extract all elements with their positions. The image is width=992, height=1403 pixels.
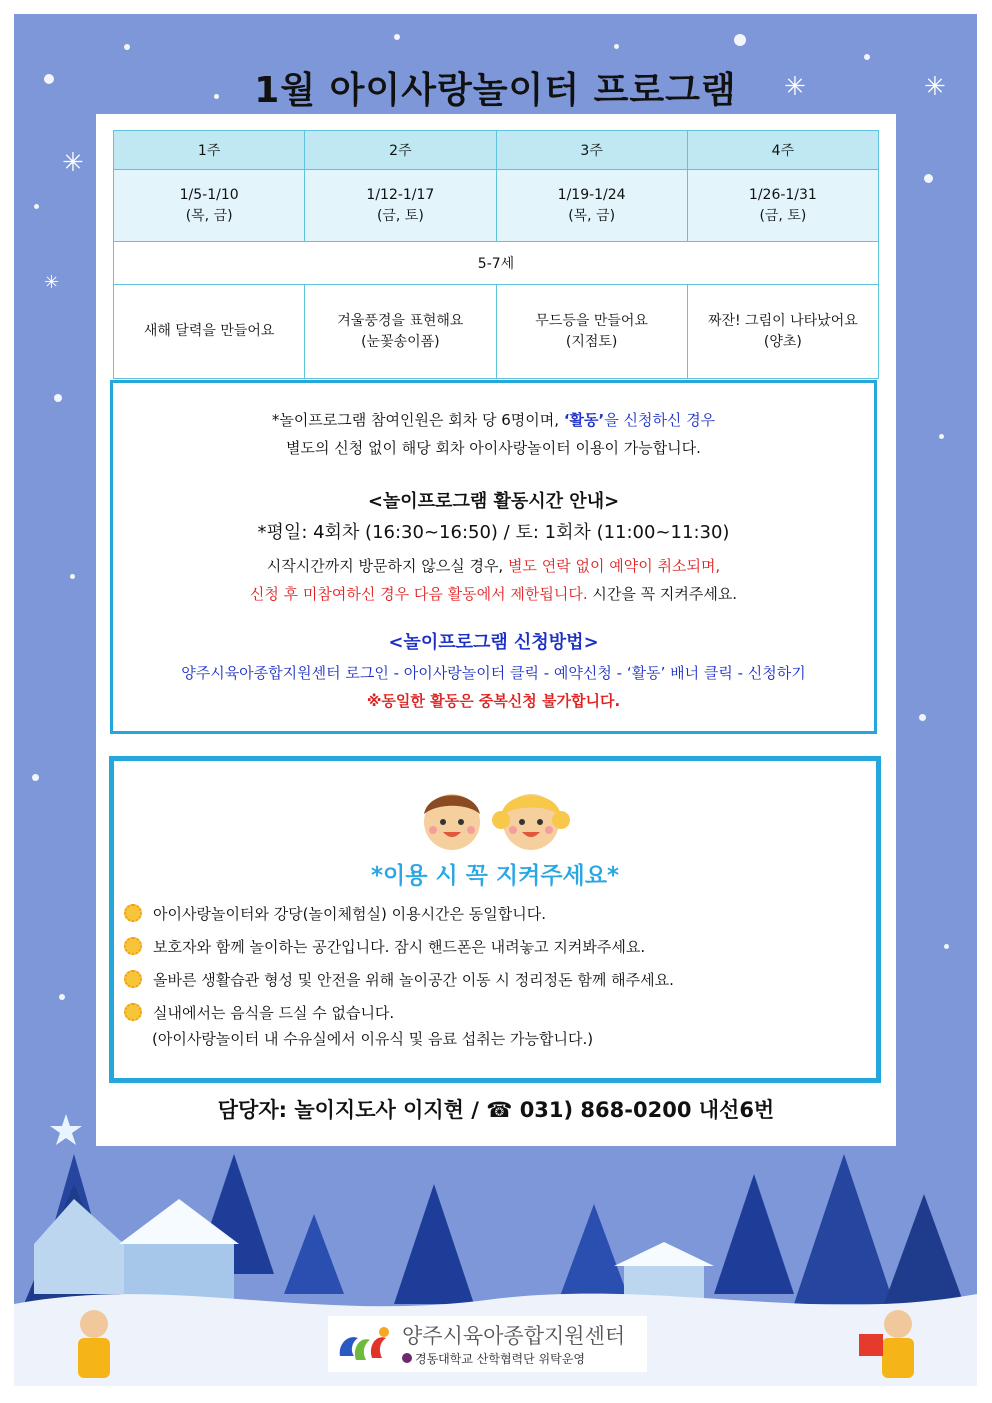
program-notice xyxy=(110,380,877,734)
rule-subnote: (아이사랑놀이터 내 수유실에서 이유식 및 음료 섭취는 가능합니다.) xyxy=(152,1030,594,1048)
snowflake-icon: ✳ xyxy=(924,72,946,102)
apply-steps: 양주시육아종합지원센터 로그인 - 아이사랑놀이터 클릭 - 예약신청 - ‘활동’ 배너 클릭 - 신청하기 xyxy=(181,664,806,682)
university-emblem-icon xyxy=(402,1353,412,1363)
time-detail: *평일: 4회차 (16:30~16:50) / 토: 1회차 (11:00~11:30) xyxy=(257,522,730,543)
week-header: 1주 xyxy=(114,131,305,170)
age-range: 5-7세 xyxy=(114,242,879,285)
rule-item: 실내에서는 음식을 드실 수 없습니다. xyxy=(124,1001,394,1026)
rule-item: 아이사랑놀이터와 강당(놀이체험실) 이용시간은 동일합니다. xyxy=(124,902,546,927)
flower-bullet-icon xyxy=(124,904,142,922)
flower-bullet-icon xyxy=(124,1003,142,1021)
rules-heading: *이용 시 꼭 지켜주세요* xyxy=(370,863,620,889)
flower-bullet-icon xyxy=(124,970,142,988)
content-panel xyxy=(96,114,896,1146)
flower-bullet-icon xyxy=(124,937,142,955)
organization-logo xyxy=(328,1316,647,1372)
operator-text: 경동대학교 산학협력단 위탁운영 xyxy=(402,1350,585,1367)
week-header: 4주 xyxy=(687,131,878,170)
date-cell: 1/26-1/31 (금, 토) xyxy=(687,170,878,242)
time-heading: <놀이프로그램 활동시간 안내> xyxy=(367,491,620,512)
rule-item: 올바른 생활습관 형성 및 안전을 위해 놀이공간 이동 시 정리정돈 함께 해주세요. xyxy=(124,968,674,993)
week-header: 2주 xyxy=(305,131,496,170)
warning-line: 시작시간까지 방문하지 않으실 경우, 별도 연락 없이 예약이 취소되며, xyxy=(266,557,721,575)
usage-rules xyxy=(109,756,881,1083)
week-header: 3주 xyxy=(496,131,687,170)
apply-heading: <놀이프로그램 신청방법> xyxy=(388,632,599,653)
org-name: 양주시육아종합지원센터 xyxy=(402,1324,626,1348)
activity-cell: 짜잔! 그림이 나타났어요 (양초) xyxy=(687,285,878,379)
date-cell: 1/12-1/17 (금, 토) xyxy=(305,170,496,242)
notice-line: 별도의 신청 없이 해당 회차 아이사랑놀이터 이용이 가능합니다. xyxy=(286,439,701,457)
activity-cell: 새해 달력을 만들어요 xyxy=(114,285,305,379)
notice-line: *놀이프로그램 참여인원은 회차 당 6명이며, ‘활동’을 신청하신 경우 xyxy=(271,411,716,429)
apply-note: ※동일한 활동은 중복신청 불가합니다. xyxy=(366,692,621,710)
date-cell: 1/5-1/10 (목, 금) xyxy=(114,170,305,242)
activity-cell: 겨울풍경을 표현해요 (눈꽃송이폼) xyxy=(305,285,496,379)
rule-item: 보호자와 함께 놀이하는 공간입니다. 잠시 핸드폰은 내려놓고 지켜봐주세요. xyxy=(124,935,645,960)
date-cell: 1/19-1/24 (목, 금) xyxy=(496,170,687,242)
page-title: 1월 아이사랑놀이터 프로그램 xyxy=(254,70,737,111)
schedule-table xyxy=(113,130,879,379)
contact-info: 담당자: 놀이지도사 이지현 / ☎ 031) 868-0200 내선6번 xyxy=(217,1098,775,1122)
snowflake-icon: ✳ xyxy=(44,272,60,293)
poster-background xyxy=(14,14,977,1386)
children-faces-icon xyxy=(409,784,581,854)
snowflake-icon: ✳ xyxy=(62,148,84,178)
warning-line: 신청 후 미참여하신 경우 다음 활동에서 제한됩니다. 시간을 꼭 지켜주세요. xyxy=(249,585,738,603)
snowflake-icon: ✳ xyxy=(784,72,806,102)
logo-mark-icon xyxy=(334,1322,396,1366)
activity-cell: 무드등을 만들어요 (지점토) xyxy=(496,285,687,379)
